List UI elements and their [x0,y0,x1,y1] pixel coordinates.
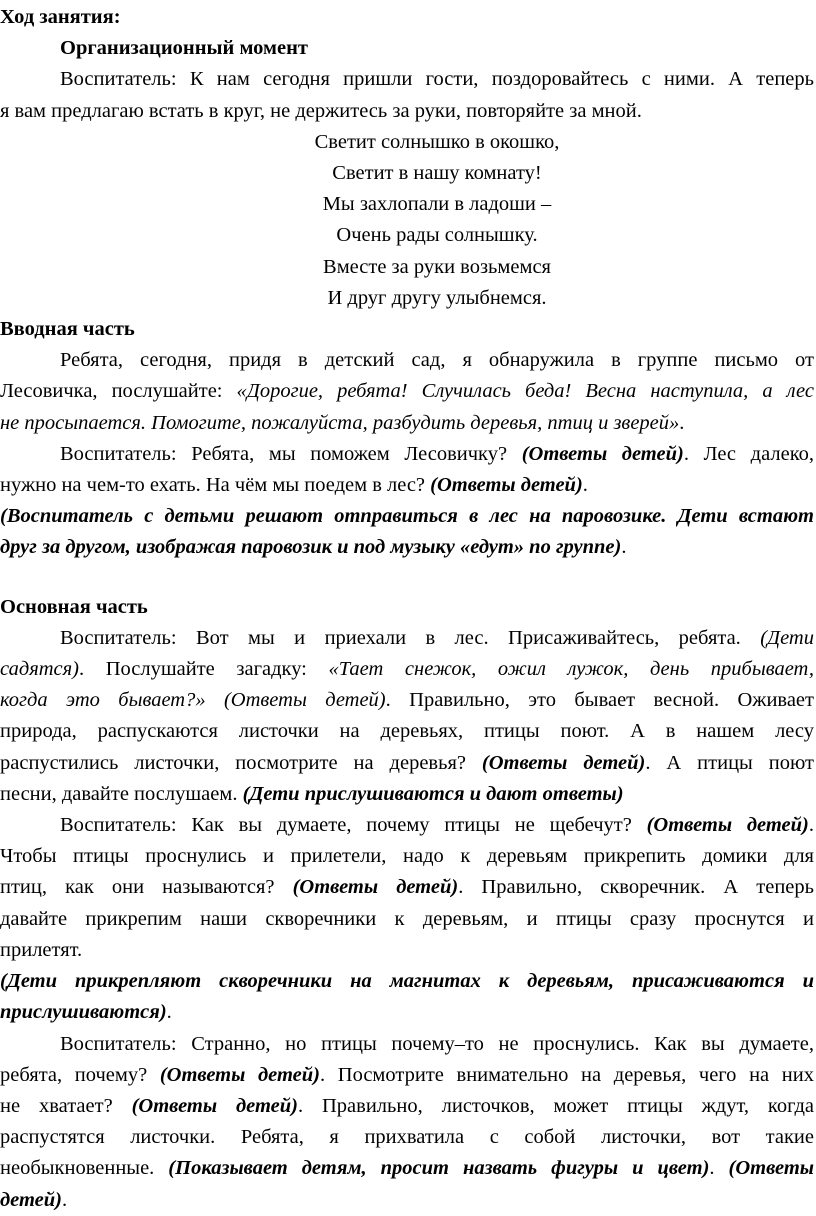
stage-direction: (Показывает детям, просит назвать фигуры и цвет) [168,1157,710,1180]
text-run: . Правильно, листочков, может птицы ждут, когда [297,1094,815,1117]
poem-line: Вместе за руки возьмемся [323,255,551,278]
section-title-intro: Вводная часть [0,318,135,341]
stage-direction: садятся) [0,658,79,681]
paragraph-line [0,810,814,841]
stage-direction-line: (Воспитатель с детьми решают отправиться в лес на паровозике. Дети встают [0,505,814,528]
text-run: Воспитатель: Ребята, мы поможем Лесовичку? [60,442,522,465]
text-run: . Правильно, это бывает весной. Оживает [385,689,814,712]
letter-quote: «Дорогие, ребята! Случилась беда! Весна наступила, а лес [236,380,814,403]
text-run: распустились листочки, посмотрите на деревья? [0,751,482,774]
stage-direction-line [0,997,814,1028]
children-answer-note: детей) [0,1188,63,1211]
text-run: . Правильно, скворечник. А теперь [458,876,814,899]
text-run: . [808,814,814,837]
text-run: песни, давайте послушаем. [0,782,243,805]
paragraph-line: я вам предлагаю встать в круг, не держитесь за руки, повторяйте за мной. [0,99,642,122]
paragraph-line [0,872,814,903]
stage-direction: прислушиваются) [0,1001,167,1024]
stage-direction: (Дети [760,626,814,649]
text-run: . А птицы поют [645,751,814,774]
poem-line: Мы захлопали в ладоши – [322,193,552,216]
paragraph-line [0,685,814,716]
riddle-quote: когда это бывает?» (Ответы детей) [0,689,386,712]
stage-direction-line [0,532,814,563]
spacer [0,564,814,592]
text-run: . Лес далеко, [683,442,814,465]
text-run: нужно на чем-то ехать. На чём мы поедем в лес? [0,474,431,497]
poem-line: Светит в нашу комнату! [332,162,542,185]
children-answer-note: (Ответы детей) [292,876,459,899]
text-run: . [582,474,588,497]
text-run: Воспитатель: Как вы думаете, почему птицы не щебечут? [60,814,647,837]
text-run: Лесовичка, послушайте: [0,380,237,403]
paragraph-line [0,1091,814,1122]
text-run: . [709,1157,729,1180]
letter-quote: не просыпается. Помогите, пожалуйста, разбудить деревья, птиц и зверей» [0,411,680,434]
text-run: . Послушайте загадку: [78,658,329,681]
paragraph-line: распустятся листочки. Ребята, я прихватила с собой листочки, вот такие [0,1126,814,1149]
poem [0,127,814,314]
paragraph-line [0,1153,814,1184]
children-answer-note: (Ответы детей) [131,1094,298,1117]
children-answer-note: (Ответы детей) [521,442,684,465]
paragraph-line [0,439,814,470]
paragraph-line: природа, распускаются листочки на деревьях, птицы поют. А в нашем лесу [0,720,814,743]
poem-line: И друг другу улыбнемся. [327,286,547,309]
riddle-quote: «Тает снежок, ожил лужок, день прибывает, [328,658,814,681]
paragraph-line [0,654,814,685]
text-run: не хватает? [0,1094,132,1117]
text-run: ребята, почему? [0,1063,160,1086]
paragraph-line: Чтобы птицы проснулись и прилетели, надо к деревьям прикрепить домики для [0,845,814,868]
paragraph-line: Воспитатель: К нам сегодня пришли гости, поздоровайтесь с ними. А теперь [60,68,814,91]
children-answer-note: (Ответы детей) [646,814,809,837]
text-run: . [679,411,685,434]
paragraph-line [0,1185,814,1216]
children-answer-note: (Ответы детей) [481,751,646,774]
text-run: птиц, как они называются? [0,876,293,899]
paragraph-line [0,1060,814,1091]
children-answer-note: (Ответы детей) [430,474,583,497]
paragraph-line: Воспитатель: Странно, но птицы почему–то не проснулись. Как вы думаете, [60,1032,814,1055]
text-run: . Посмотрите внимательно на деревья, чего на них [320,1063,814,1086]
paragraph-line: давайте прикрепим наши скворечники к деревьям, и птицы сразу проснутся и [0,907,814,930]
stage-direction: друг за другом, изображая паровозик и под музыку «едут» по группе) [0,536,622,559]
paragraph-line [0,470,814,501]
text-run: . [166,1001,172,1024]
paragraph-line: прилетят. [0,938,83,961]
children-answer-note: (Ответы [728,1157,815,1180]
section-title-main: Основная часть [0,595,148,618]
stage-direction-line: (Дети прикрепляют скворечники на магнитах к деревьям, присаживаются и [0,970,814,993]
paragraph-line [0,779,814,810]
text-run: . [621,536,627,559]
stage-direction: (Дети прислушиваются и дают ответы) [242,782,624,805]
lesson-heading: Ход занятия: [0,6,121,28]
paragraph-line [0,623,814,654]
paragraph-line [0,408,814,439]
text-run: Воспитатель: Вот мы и приехали в лес. Присаживайтесь, ребята. [60,626,761,649]
poem-line: Светит солнышко в окошко, [314,130,560,153]
paragraph-line [0,376,814,407]
poem-line: Очень рады солнышку. [336,224,538,247]
text-run: . [62,1188,68,1211]
paragraph-line [0,748,814,779]
section-title-organizational: Организационный момент [60,37,308,60]
paragraph-line: Ребята, сегодня, придя в детский сад, я обнаружила в группе письмо от [60,349,814,372]
text-run: необыкновенные. [0,1157,169,1180]
children-answer-note: (Ответы детей) [159,1063,320,1086]
